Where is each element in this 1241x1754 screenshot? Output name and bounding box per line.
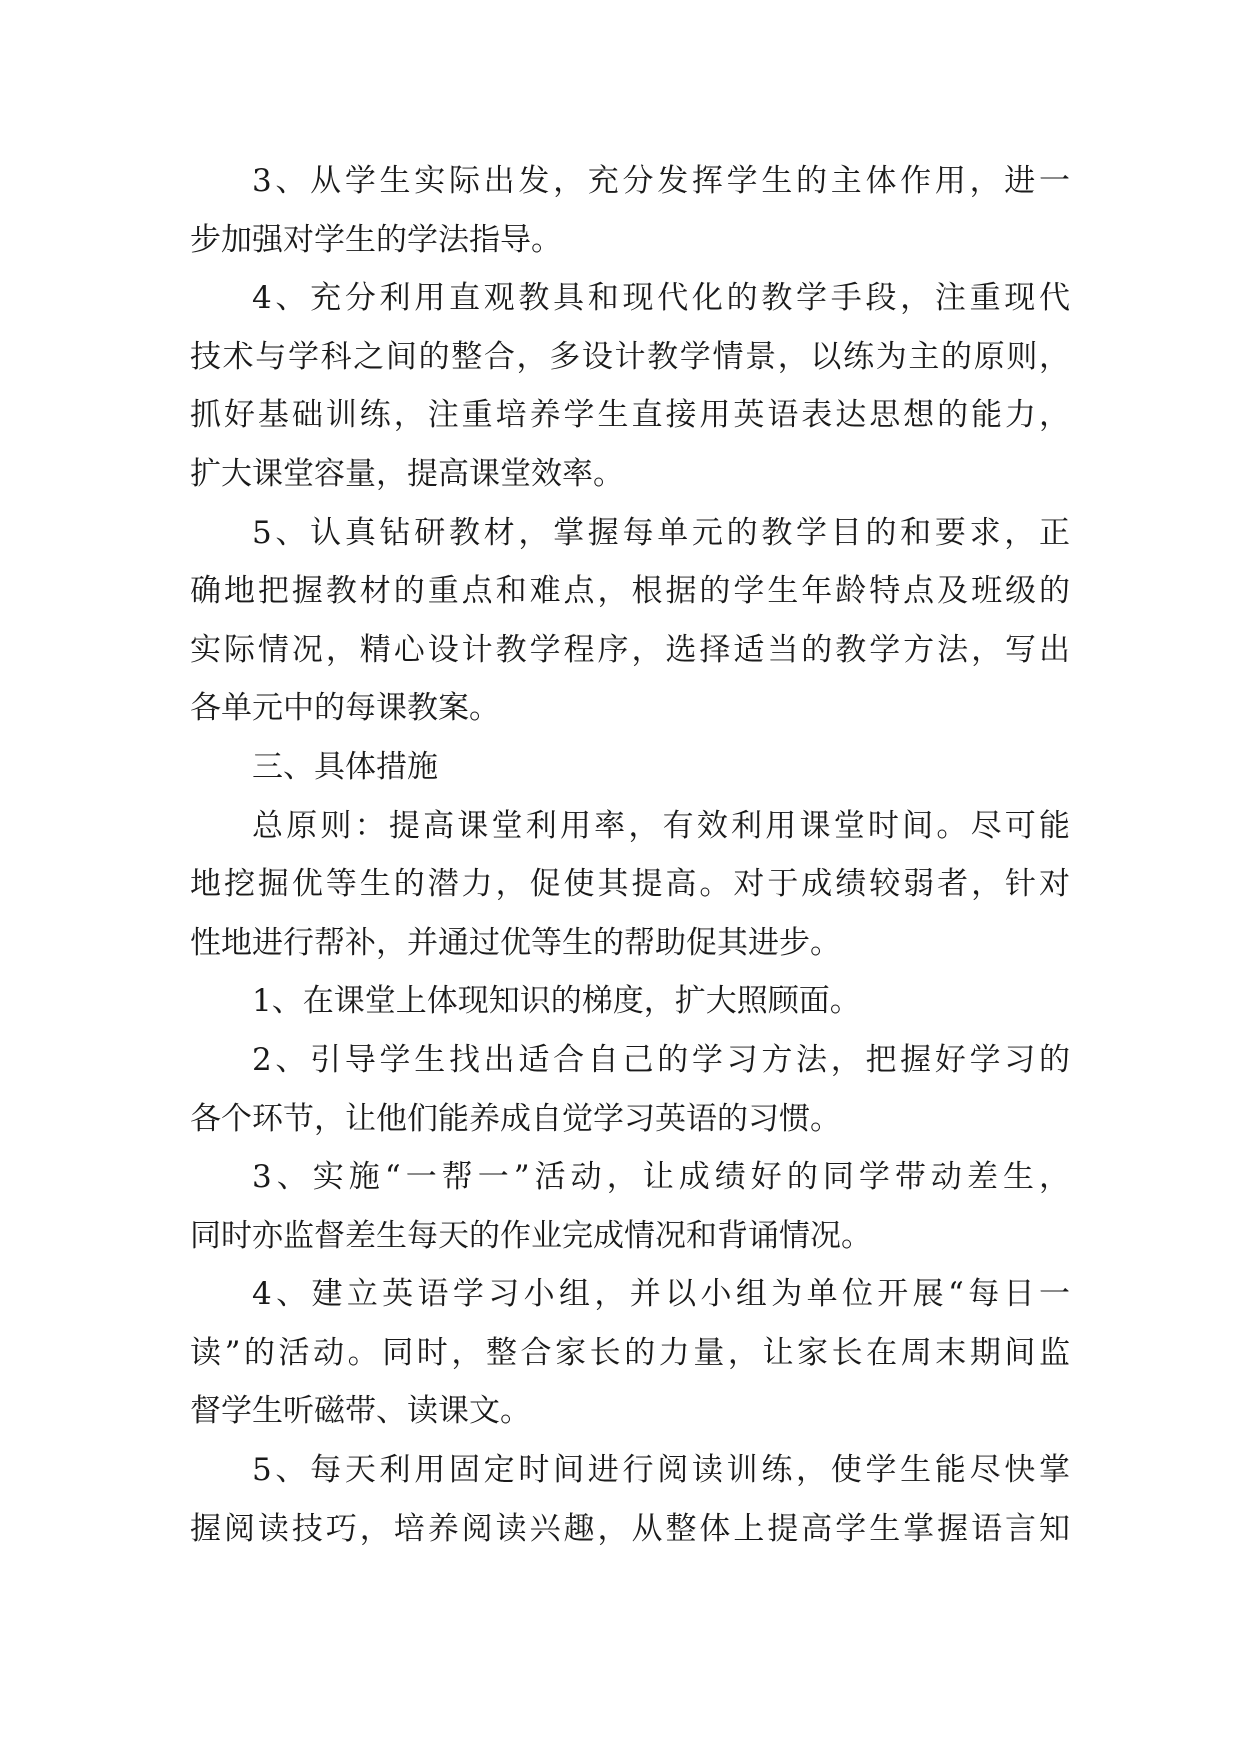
text-line: 各单元中的每课教案。 (190, 690, 500, 727)
text-line: 总原则：提高课堂利用率，有效利用课堂时间。尽可能 (252, 807, 1070, 844)
paragraph-measure-2 (190, 1031, 1070, 1148)
text-line: 各个环节，让他们能养成自觉学习英语的习惯。 (190, 1100, 841, 1137)
text-line: 地挖掘优等生的潜力，促使其提高。对于成绩较弱者，针对 (190, 866, 1070, 903)
text-line: 4、建立英语学习小组，并以小组为单位开展“每日一 (252, 1276, 1070, 1313)
text-line: 督学生听磁带、读课文。 (190, 1393, 531, 1430)
document-body (190, 152, 1070, 1558)
text-line: 性地进行帮补，并通过优等生的帮助促其进步。 (190, 924, 841, 961)
text-line: 3、实施“一帮一”活动，让成绩好的同学带动差生， (252, 1159, 1070, 1196)
text-line: 步加强对学生的学法指导。 (190, 221, 562, 258)
text-line: 读”的活动。同时，整合家长的力量，让家长在周末期间监 (190, 1334, 1070, 1371)
paragraph-general-principle (190, 797, 1070, 973)
section-heading (190, 738, 1070, 797)
paragraph-measure-4 (190, 1265, 1070, 1441)
text-line: 4、充分利用直观教具和现代化的教学手段，注重现代 (252, 280, 1070, 317)
text-line: 同时亦监督差生每天的作业完成情况和背诵情况。 (190, 1217, 872, 1254)
text-line: 抓好基础训练，注重培养学生直接用英语表达思想的能力， (190, 397, 1070, 434)
paragraph-item-3 (190, 152, 1070, 269)
text-line: 2、引导学生找出适合自己的学习方法，把握好学习的 (252, 1041, 1070, 1078)
text-line: 扩大课堂容量，提高课堂效率。 (190, 455, 624, 492)
paragraph-item-5 (190, 504, 1070, 738)
text-line: 5、每天利用固定时间进行阅读训练，使学生能尽快掌 (252, 1452, 1070, 1489)
paragraph-measure-5 (190, 1441, 1070, 1558)
text-line: 5、认真钻研教材，掌握每单元的教学目的和要求，正 (252, 514, 1070, 551)
text-line: 握阅读技巧，培养阅读兴趣，从整体上提高学生掌握语言知 (190, 1510, 1070, 1547)
paragraph-measure-1 (190, 972, 1070, 1031)
paragraph-item-4 (190, 269, 1070, 503)
text-line: 3、从学生实际出发，充分发挥学生的主体作用，进一 (252, 163, 1070, 199)
text-line: 技术与学科之间的整合，多设计教学情景，以练为主的原则， (190, 338, 1070, 375)
text-line: 1、在课堂上体现知识的梯度，扩大照顾面。 (252, 983, 861, 1020)
paragraph-measure-3 (190, 1148, 1070, 1265)
text-line: 实际情况，精心设计教学程序，选择适当的教学方法，写出 (190, 631, 1070, 668)
section-heading-text: 三、具体措施 (252, 748, 438, 785)
text-line: 确地把握教材的重点和难点，根据的学生年龄特点及班级的 (190, 573, 1070, 610)
